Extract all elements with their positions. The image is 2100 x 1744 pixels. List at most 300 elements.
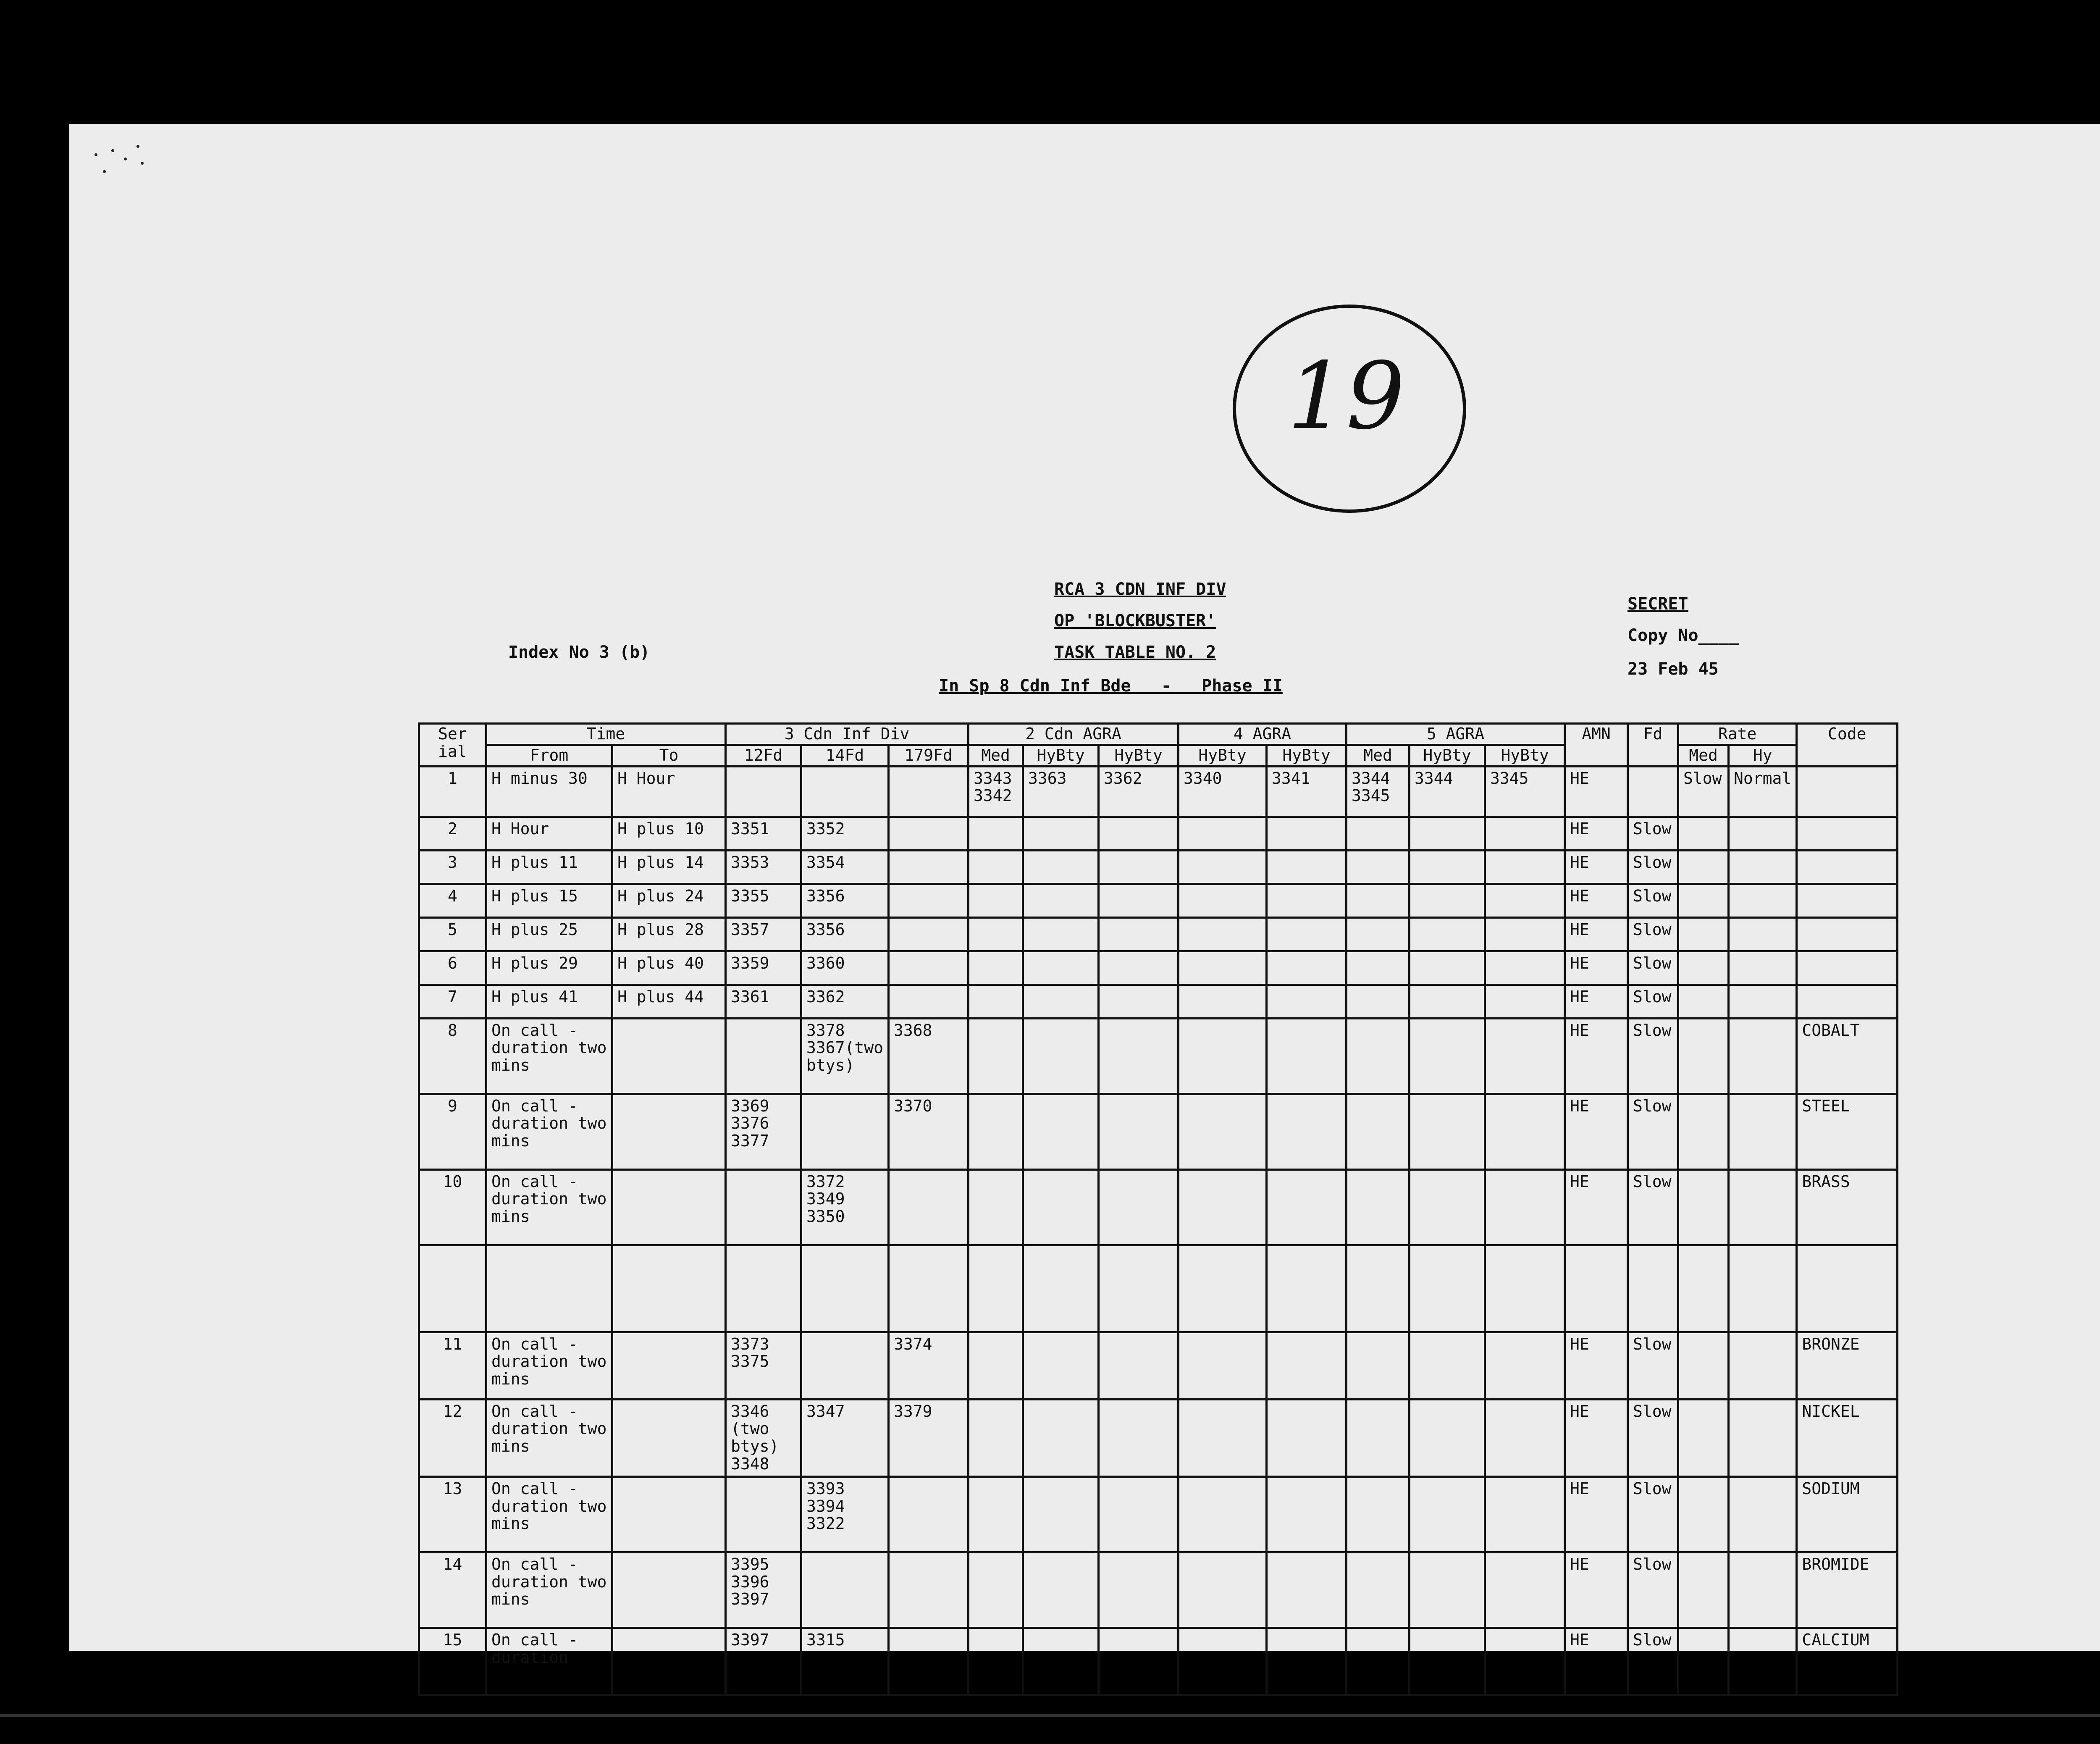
table-cell <box>1797 850 1898 884</box>
table-cell <box>1347 817 1410 850</box>
serial-cell: 4 <box>419 884 486 917</box>
table-cell: Slow <box>1628 1018 1678 1094</box>
table-cell <box>1485 1476 1565 1552</box>
table-cell <box>1678 1169 1729 1245</box>
table-cell: H plus 28 <box>612 917 726 951</box>
table-cell: 3373 3375 <box>726 1332 801 1399</box>
table-cell: HE <box>1565 951 1628 985</box>
table-cell: 3397 <box>726 1628 801 1695</box>
table-cell: 3353 <box>726 850 801 884</box>
table-cell <box>889 1476 969 1552</box>
table-cell: Slow <box>1628 1169 1678 1245</box>
table-row <box>419 917 1898 951</box>
table-cell <box>1678 850 1729 884</box>
sub-header: Hy <box>1729 745 1797 766</box>
table-cell <box>1099 817 1179 850</box>
table-cell: HE <box>1565 850 1628 884</box>
table-cell <box>1410 1169 1485 1245</box>
serial-cell: 8 <box>419 1018 486 1094</box>
table-row <box>419 985 1898 1018</box>
table-cell: BROMIDE <box>1797 1552 1898 1628</box>
sub-header: HyBty <box>1099 745 1179 766</box>
table-row <box>419 1476 1898 1552</box>
table-cell <box>1678 1018 1729 1094</box>
blank-cell <box>969 1245 1023 1332</box>
table-cell <box>1099 917 1179 951</box>
table-cell: On call - duration two mins <box>486 1018 612 1094</box>
table-cell <box>1628 766 1678 817</box>
serial-cell: 7 <box>419 985 486 1018</box>
table-cell <box>1729 817 1797 850</box>
table-cell <box>1023 884 1099 917</box>
blank-cell <box>1267 1245 1347 1332</box>
table-cell: 3372 3349 3350 <box>801 1169 889 1245</box>
blank-cell <box>1023 1245 1099 1332</box>
title-line-1: RCA 3 CDN INF DIV <box>1054 580 1226 599</box>
table-cell <box>1678 1552 1729 1628</box>
blank-cell <box>1099 1245 1179 1332</box>
table-cell <box>1729 1094 1797 1169</box>
table-cell <box>726 766 801 817</box>
table-cell <box>1410 951 1485 985</box>
table-cell <box>1347 985 1410 1018</box>
table-cell: 3369 3376 3377 <box>726 1094 801 1169</box>
table-cell: 3346 (two btys) 3348 <box>726 1399 801 1476</box>
table-cell <box>1023 1018 1099 1094</box>
table-cell: 3341 <box>1267 766 1347 817</box>
table-cell <box>1485 917 1565 951</box>
table-cell <box>1347 1018 1410 1094</box>
table-cell: BRASS <box>1797 1169 1898 1245</box>
table-cell: H minus 30 <box>486 766 612 817</box>
table-cell: Slow <box>1628 1552 1678 1628</box>
sub-header: HyBty <box>1485 745 1565 766</box>
document-page <box>69 124 2100 1667</box>
table-cell <box>1347 917 1410 951</box>
sub-header: From <box>486 745 612 766</box>
table-cell <box>1179 850 1267 884</box>
table-cell <box>1678 1628 1729 1695</box>
table-cell: HE <box>1565 1552 1628 1628</box>
table-cell: 3363 <box>1023 766 1099 817</box>
table-cell <box>1347 1628 1410 1695</box>
table-cell <box>1729 1476 1797 1552</box>
table-cell <box>1410 884 1485 917</box>
table-cell: HE <box>1565 1018 1628 1094</box>
table-cell <box>889 817 969 850</box>
table-cell <box>1099 1169 1179 1245</box>
serial-cell: 9 <box>419 1094 486 1169</box>
table-cell <box>1267 817 1347 850</box>
table-cell: 3357 <box>726 917 801 951</box>
table-cell: H plus 41 <box>486 985 612 1018</box>
serial-cell: 1 <box>419 766 486 817</box>
table-cell <box>1485 850 1565 884</box>
table-cell: HE <box>1565 985 1628 1018</box>
task-table <box>418 722 1898 1696</box>
subtitle: In Sp 8 Cdn Inf Bde - Phase II <box>939 676 1283 696</box>
table-cell <box>969 884 1023 917</box>
table-cell <box>612 1399 726 1476</box>
blank-cell <box>1797 1245 1898 1332</box>
table-cell <box>1729 1169 1797 1245</box>
table-cell <box>612 1169 726 1245</box>
table-cell <box>969 985 1023 1018</box>
table-cell <box>1729 1552 1797 1628</box>
table-cell <box>1729 1399 1797 1476</box>
table-cell <box>1410 1018 1485 1094</box>
table-cell: HE <box>1565 1476 1628 1552</box>
table-cell: H plus 29 <box>486 951 612 985</box>
table-cell <box>1179 1094 1267 1169</box>
table-row <box>419 850 1898 884</box>
classification: SECRET <box>1628 594 1688 614</box>
table-cell <box>1485 1094 1565 1169</box>
serial-header: Ser ial <box>419 724 486 767</box>
table-cell <box>1347 1094 1410 1169</box>
table-cell <box>969 1018 1023 1094</box>
serial-cell: 5 <box>419 917 486 951</box>
table-cell <box>1023 850 1099 884</box>
table-cell: SODIUM <box>1797 1476 1898 1552</box>
table-cell <box>1179 985 1267 1018</box>
table-cell: On call - duration two mins <box>486 1552 612 1628</box>
table-cell: 3354 <box>801 850 889 884</box>
table-cell <box>1797 951 1898 985</box>
table-cell: 3340 <box>1179 766 1267 817</box>
table-cell <box>612 1628 726 1695</box>
table-cell <box>1267 1332 1347 1399</box>
table-cell <box>1179 817 1267 850</box>
table-cell: 3374 <box>889 1332 969 1399</box>
table-row <box>419 817 1898 850</box>
table-cell <box>969 817 1023 850</box>
table-cell: 3379 <box>889 1399 969 1476</box>
table-cell: On call - duration two mins <box>486 1332 612 1399</box>
table-cell: BRONZE <box>1797 1332 1898 1399</box>
table-cell <box>1023 1169 1099 1245</box>
group-header-row <box>419 724 1898 745</box>
table-cell <box>1179 1628 1267 1695</box>
table-cell: On call - duration two mins <box>486 1094 612 1169</box>
table-cell: On call - duration two mins <box>486 1399 612 1476</box>
table-row <box>419 951 1898 985</box>
table-cell: Slow <box>1628 817 1678 850</box>
table-cell <box>1729 917 1797 951</box>
table-cell: COBALT <box>1797 1018 1898 1094</box>
sub-header: 12Fd <box>726 745 801 766</box>
table-cell: Slow <box>1628 985 1678 1018</box>
table-cell: 3368 <box>889 1018 969 1094</box>
table-cell: H plus 10 <box>612 817 726 850</box>
table-cell <box>1023 817 1099 850</box>
blank-cell <box>1729 1245 1797 1332</box>
table-cell <box>1023 1332 1099 1399</box>
sub-header: 14Fd <box>801 745 889 766</box>
table-cell <box>1485 1169 1565 1245</box>
table-cell: HE <box>1565 1399 1628 1476</box>
table-cell <box>1023 951 1099 985</box>
table-cell: Slow <box>1678 766 1729 817</box>
table-cell <box>1347 1476 1410 1552</box>
table-cell: Slow <box>1628 1332 1678 1399</box>
agra5-header: 5 AGRA <box>1347 724 1565 745</box>
table-cell: H plus 40 <box>612 951 726 985</box>
table-cell <box>969 1094 1023 1169</box>
sub-header: HyBty <box>1179 745 1267 766</box>
document-date: 23 Feb 45 <box>1628 659 1719 679</box>
table-cell <box>969 850 1023 884</box>
table-cell: Slow <box>1628 1476 1678 1552</box>
table-cell <box>1485 1552 1565 1628</box>
table-cell <box>1485 1018 1565 1094</box>
copy-number: Copy No____ <box>1628 626 1739 645</box>
table-cell <box>1099 850 1179 884</box>
table-cell <box>1729 850 1797 884</box>
sub-header: HyBty <box>1023 745 1099 766</box>
table-cell <box>726 1018 801 1094</box>
table-row <box>419 884 1898 917</box>
table-cell: HE <box>1565 817 1628 850</box>
table-cell <box>1179 917 1267 951</box>
table-cell: HE <box>1565 1628 1628 1695</box>
serial-cell: 6 <box>419 951 486 985</box>
table-cell: 3360 <box>801 951 889 985</box>
table-cell: Slow <box>1628 917 1678 951</box>
table-cell <box>969 951 1023 985</box>
table-cell <box>889 884 969 917</box>
blank-cell <box>419 1245 486 1332</box>
table-row <box>419 1094 1898 1169</box>
table-cell <box>1410 850 1485 884</box>
table-cell <box>801 1552 889 1628</box>
table-cell <box>1410 1094 1485 1169</box>
table-cell <box>1347 884 1410 917</box>
blank-cell <box>1485 1245 1565 1332</box>
table-cell <box>1267 884 1347 917</box>
table-cell <box>1347 1169 1410 1245</box>
table-cell: 3395 3396 3397 <box>726 1552 801 1628</box>
table-cell <box>1678 985 1729 1018</box>
agra2-header: 2 Cdn AGRA <box>969 724 1179 745</box>
table-cell <box>1099 884 1179 917</box>
table-cell: 3344 3345 <box>1347 766 1410 817</box>
amn-header: AMN <box>1565 724 1628 767</box>
table-cell <box>1678 1332 1729 1399</box>
sub-header: 179Fd <box>889 745 969 766</box>
index-number: Index No 3 (b) <box>508 643 650 662</box>
table-cell: H plus 25 <box>486 917 612 951</box>
table-cell <box>1678 817 1729 850</box>
table-cell: HE <box>1565 1094 1628 1169</box>
table-cell: Slow <box>1628 850 1678 884</box>
table-cell <box>1729 951 1797 985</box>
table-cell: NICKEL <box>1797 1399 1898 1476</box>
table-cell: On call - duration two mins <box>486 1169 612 1245</box>
table-cell <box>1267 1628 1347 1695</box>
table-cell <box>1729 884 1797 917</box>
table-cell <box>1179 1476 1267 1552</box>
table-cell <box>1023 1399 1099 1476</box>
table-cell <box>1179 884 1267 917</box>
table-cell <box>1347 951 1410 985</box>
table-cell <box>1797 884 1898 917</box>
table-cell <box>1797 817 1898 850</box>
table-cell <box>1485 1332 1565 1399</box>
table-cell: H plus 24 <box>612 884 726 917</box>
table-cell <box>1267 1399 1347 1476</box>
table-cell: H plus 44 <box>612 985 726 1018</box>
table-cell <box>889 1628 969 1695</box>
blank-cell <box>486 1245 612 1332</box>
table-cell <box>1678 1399 1729 1476</box>
table-cell: On call - duration two mins <box>486 1476 612 1552</box>
table-cell <box>1347 1552 1410 1628</box>
table-cell <box>1729 1628 1797 1695</box>
table-cell <box>1023 1552 1099 1628</box>
table-cell: H Hour <box>486 817 612 850</box>
sub-header: Med <box>1678 745 1729 766</box>
table-cell <box>1179 951 1267 985</box>
table-cell <box>1267 1552 1347 1628</box>
table-row <box>419 1332 1898 1399</box>
table-cell: 3370 <box>889 1094 969 1169</box>
blank-cell <box>1565 1245 1628 1332</box>
table-cell <box>726 1169 801 1245</box>
table-cell <box>612 1018 726 1094</box>
blank-cell <box>1628 1245 1678 1332</box>
table-cell <box>1267 1094 1347 1169</box>
table-cell <box>612 1476 726 1552</box>
table-cell <box>1797 917 1898 951</box>
table-cell <box>1099 1018 1179 1094</box>
table-cell <box>889 917 969 951</box>
table-cell: HE <box>1565 1169 1628 1245</box>
table-cell <box>969 1332 1023 1399</box>
table-cell <box>1410 1399 1485 1476</box>
table-cell: H Hour <box>612 766 726 817</box>
task-table-body <box>419 766 1898 1695</box>
table-cell <box>1179 1552 1267 1628</box>
table-cell <box>1485 951 1565 985</box>
table-cell <box>1729 1332 1797 1399</box>
table-row <box>419 1018 1898 1094</box>
table-cell <box>969 1169 1023 1245</box>
table-cell <box>969 917 1023 951</box>
table-row <box>419 1552 1898 1628</box>
rate-header: Rate <box>1678 724 1797 745</box>
table-cell <box>1347 1399 1410 1476</box>
table-row <box>419 1169 1898 1245</box>
table-cell: Slow <box>1628 951 1678 985</box>
table-cell: 3378 3367(two btys) <box>801 1018 889 1094</box>
agra4-header: 4 AGRA <box>1179 724 1347 745</box>
table-cell: Slow <box>1628 1094 1678 1169</box>
blank-cell <box>1347 1245 1410 1332</box>
table-cell: HE <box>1565 884 1628 917</box>
table-cell <box>1023 1476 1099 1552</box>
table-cell <box>612 1094 726 1169</box>
table-cell <box>1410 1332 1485 1399</box>
table-cell <box>1099 1552 1179 1628</box>
serial-cell: 3 <box>419 850 486 884</box>
table-cell: 3356 <box>801 917 889 951</box>
blank-cell <box>801 1245 889 1332</box>
blank-cell <box>726 1245 801 1332</box>
table-cell <box>801 1332 889 1399</box>
table-cell <box>1347 850 1410 884</box>
table-cell: Slow <box>1628 1399 1678 1476</box>
table-cell <box>1179 1018 1267 1094</box>
table-row <box>419 1628 1898 1695</box>
table-cell <box>889 1552 969 1628</box>
table-cell: 3393 3394 3322 <box>801 1476 889 1552</box>
table-cell <box>889 766 969 817</box>
title-line-3: TASK TABLE NO. 2 <box>1054 643 1216 662</box>
table-cell <box>1797 985 1898 1018</box>
table-cell <box>1179 1169 1267 1245</box>
table-cell: 3355 <box>726 884 801 917</box>
table-cell <box>1485 1399 1565 1476</box>
table-cell <box>1485 884 1565 917</box>
table-cell: 3352 <box>801 817 889 850</box>
table-cell <box>1485 985 1565 1018</box>
table-cell <box>1179 1332 1267 1399</box>
table-cell: 3315 <box>801 1628 889 1695</box>
blank-cell <box>1678 1245 1729 1332</box>
table-cell: Slow <box>1628 884 1678 917</box>
blank-cell <box>1410 1245 1485 1332</box>
serial-cell: 10 <box>419 1169 486 1245</box>
table-cell <box>889 985 969 1018</box>
table-row <box>419 766 1898 817</box>
table-cell: HE <box>1565 766 1628 817</box>
table-cell: Normal <box>1729 766 1797 817</box>
table-cell <box>801 1094 889 1169</box>
fd-header: Fd <box>1628 724 1678 767</box>
serial-cell: 13 <box>419 1476 486 1552</box>
serial-cell: 14 <box>419 1552 486 1628</box>
table-cell: CALCIUM <box>1797 1628 1898 1695</box>
div-header: 3 Cdn Inf Div <box>726 724 969 745</box>
sub-header: HyBty <box>1267 745 1347 766</box>
table-cell <box>1267 1476 1347 1552</box>
table-cell <box>1099 1476 1179 1552</box>
sub-header: Med <box>969 745 1023 766</box>
table-cell: H plus 11 <box>486 850 612 884</box>
table-cell <box>969 1552 1023 1628</box>
table-cell <box>1678 1476 1729 1552</box>
table-cell <box>1267 985 1347 1018</box>
table-cell: 3344 <box>1410 766 1485 817</box>
serial-cell: 15 <box>419 1628 486 1695</box>
table-cell <box>1099 1094 1179 1169</box>
table-cell <box>726 1476 801 1552</box>
table-cell: 3343 3342 <box>969 766 1023 817</box>
table-cell: STEEL <box>1797 1094 1898 1169</box>
serial-cell: 11 <box>419 1332 486 1399</box>
table-cell: 3362 <box>1099 766 1179 817</box>
table-cell <box>1485 817 1565 850</box>
table-cell: 3361 <box>726 985 801 1018</box>
table-cell <box>1023 1628 1099 1695</box>
table-cell <box>1410 917 1485 951</box>
table-cell: 3345 <box>1485 766 1565 817</box>
table-cell <box>1267 850 1347 884</box>
serial-cell: 2 <box>419 817 486 850</box>
table-cell: 3362 <box>801 985 889 1018</box>
table-cell: 3356 <box>801 884 889 917</box>
